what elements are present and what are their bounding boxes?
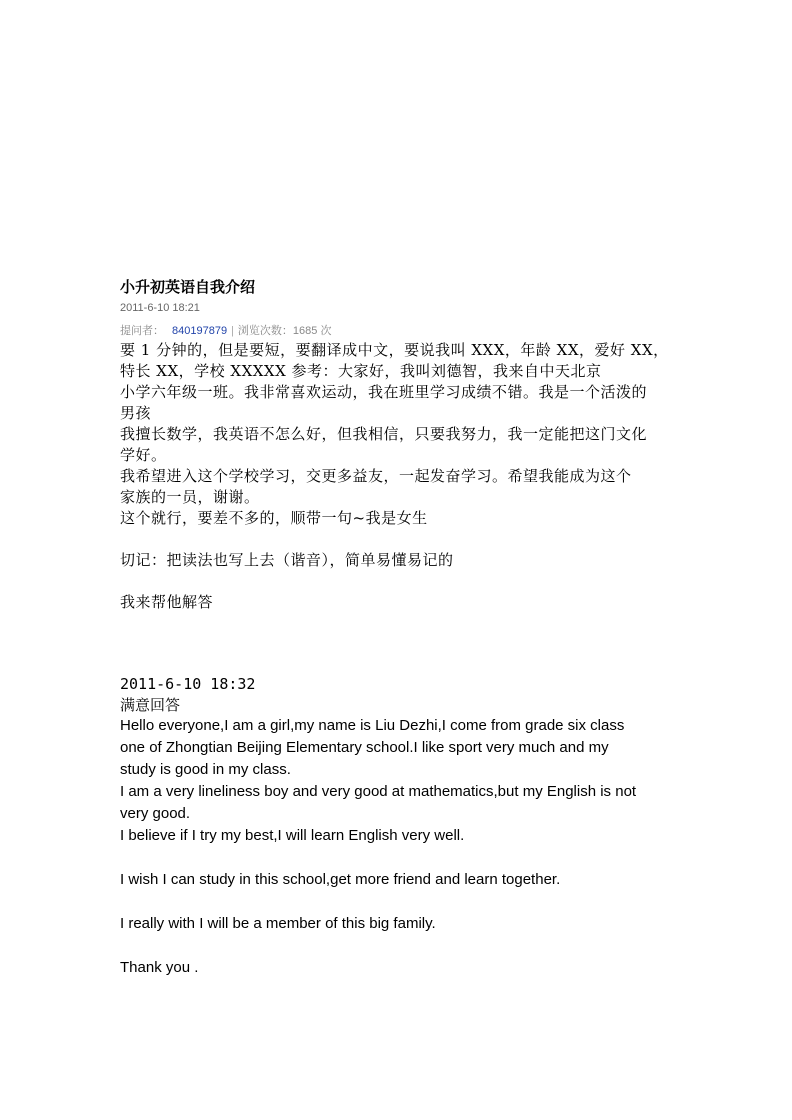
answer-closing: Thank you . (120, 959, 199, 976)
question-body-line: 要 1 分钟的，但是要短，要翻译成中文，要说我叫 XXX，年龄 XX，爱好 XX， (120, 341, 669, 359)
answer-line: study is good in my class. (120, 761, 291, 778)
question-body-line: 小学六年级一班。我非常喜欢运动，我在班里学习成绩不错。我是一个活泼的 (120, 383, 648, 401)
best-answer-label: 满意回答 (120, 696, 181, 714)
answer-paragraph: I really with I will be a member of this big family. (120, 915, 436, 932)
asker-label: 提问者： (120, 325, 164, 337)
question-body-line: 我擅长数学，我英语不怎么好，但我相信，只要我努力，我一定能把这门文化 (120, 425, 648, 443)
question-body-line: 男孩 (120, 404, 152, 422)
question-body-line: 家族的一员，谢谢。 (120, 488, 260, 506)
question-meta (120, 322, 331, 338)
asker-id-link[interactable]: 840197879 (172, 325, 228, 337)
answer-line: one of Zhongtian Beijing Elementary school.I like sport very much and my (120, 739, 609, 756)
answer-paragraph: I wish I can study in this school,get more friend and learn together. (120, 871, 561, 888)
question-body-line: 我希望进入这个学校学习，交更多益友，一起发奋学习。希望我能成为这个 (120, 467, 632, 485)
help-answer-link[interactable]: 我来帮他解答 (120, 593, 214, 611)
answer-timestamp: 2011-6-10 18:32 (120, 675, 256, 693)
question-title: 小升初英语自我介绍 (120, 278, 256, 296)
answer-line: I am a very lineliness boy and very good at mathematics,but my English is not (120, 783, 637, 800)
question-body-line: 这个就行，要差不多的，顺带一句~我是女生 (120, 509, 428, 527)
answer-line: I believe if I try my best,I will learn English very well. (120, 827, 465, 844)
answer-line: Hello everyone,I am a girl,my name is Liu Dezhi,I come from grade six class (120, 717, 625, 734)
question-note: 切记：把读法也写上去（谐音），简单易懂易记的 (120, 551, 454, 569)
question-date: 2011-6-10 18:21 (120, 302, 200, 314)
meta-separator: | (231, 325, 234, 337)
answer-line: very good. (120, 805, 191, 822)
question-body-line: 特长 XX，学校 XXXXX 参考：大家好，我叫刘德智，我来自中天北京 (120, 362, 602, 380)
question-body-line: 学好。 (120, 446, 167, 464)
view-count: 浏览次数：1685 次 (237, 325, 332, 337)
